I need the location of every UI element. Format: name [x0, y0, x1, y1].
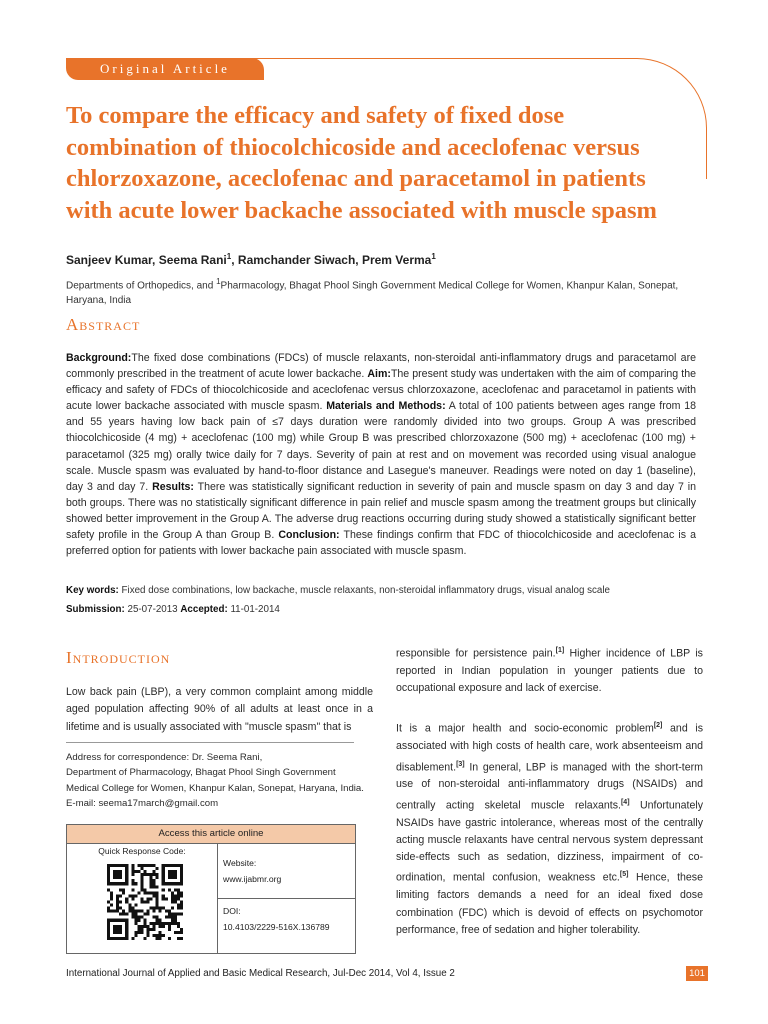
correspondence-line-2: Department of Pharmacology, Bhagat Phool Singh Government	[66, 767, 336, 779]
affiliation-mark: 1	[216, 277, 221, 286]
article-type-tag: Original Article	[66, 58, 264, 80]
intro-left-column	[66, 684, 373, 736]
background-label: Background:	[66, 352, 132, 364]
intro-p3-text-a: It is a major health and socio-economic problem	[396, 722, 654, 735]
accepted-label: Accepted:	[180, 604, 228, 615]
submission-date: 25-07-2013	[124, 604, 181, 615]
intro-p3-text-b: and is associated with high costs of health care, work absenteeism and disablement.	[396, 722, 703, 774]
journal-footer: International Journal of Applied and Basic Medical Research, Jul-Dec 2014, Vol 4, Issue 2	[66, 968, 455, 979]
qr-cell	[67, 844, 218, 953]
author-2: Seema Rani	[158, 253, 227, 267]
reference-1[interactable]: [1]	[555, 647, 565, 654]
methods-label: Materials and Methods:	[326, 400, 446, 413]
page-number: 101	[686, 966, 708, 981]
background-text: The fixed dose combinations (FDCs) of muscle relaxants, non-steroidal anti-inflammatory drugs and paracetamol are commonly prescribed in the treatment of acute lower backache.	[66, 352, 696, 381]
accepted-date: 11-01-2014	[227, 604, 280, 615]
abstract-heading: Abstract	[66, 315, 141, 334]
affiliation	[66, 274, 706, 308]
reference-3[interactable]: [3]	[456, 760, 465, 768]
intro-paragraph-1: Low back pain (LBP), a very common complaint among middle aged population affecting 90% of all adults at least once in a lifetime and is usually associated with "muscle spasm" that is	[66, 686, 373, 733]
aim-text: The present study was undertaken with the aim of comparing the efficacy and safety of FDCs of thiocolchicoside and aceclofenac versus chlorzoxazone, aceclofenac and paracetamol in patients with acute lower backache associated with muscle spasm.	[66, 368, 696, 413]
correspondence-address	[66, 750, 366, 811]
conclusion-label: Conclusion:	[278, 529, 340, 542]
access-online-box	[66, 824, 356, 954]
intro-p2-text-a: responsible for persistence pain.	[396, 647, 556, 660]
author-1: Sanjeev Kumar,	[66, 253, 156, 267]
correspondence-line-3: Medical College for Women, Khanpur Kalan, Sonepat, Haryana, India.	[66, 782, 364, 794]
intro-p2-text-b: Higher incidence of LBP is reported in Indian population in younger patients due to occupational exposure and lack of exercise.	[396, 647, 703, 695]
intro-p3-text-e: Hence, these limiting factors demands a need for an ideal fixed dose combination (FDC) which is devoid of effects on psychomotor performance, free of sedation and higher tolerability.	[396, 871, 703, 936]
affiliation-part1: Departments of Orthopedics, and	[66, 280, 217, 292]
intro-p3-text-c: In general, LBP is managed with the short-term use of non-steroidal anti-inflammatory drugs (NSAIDs) and centrally acting skeletal muscle relaxants.	[396, 761, 703, 812]
article-title: To compare the efficacy and safety of fixed dose combination of thiocolchicoside and aceclofenac versus chlorzoxazone, aceclofenac and paracetamol in patients with acute lower backache associated with muscle spasm	[66, 102, 657, 224]
submission-label: Submission:	[66, 604, 125, 615]
results-text: There was statistically significant reduction in severity of pain and muscle spasm on day 3 and day 7 in both groups. There was no statistically significant difference in pain relief and muscle spasm among the treatment groups but clinically showed better improvement in the Group A. The adverse drug reactions occurring during study showed a statistically significant better safety profile in the Group A than Group B.	[66, 480, 696, 542]
abstract-body	[66, 350, 696, 559]
aim-label: Aim:	[367, 368, 391, 381]
reference-2[interactable]: [2]	[653, 722, 663, 730]
link-cell-divider	[218, 898, 355, 899]
author-3-4: , Ramchander Siwach, Prem Verma	[231, 253, 432, 267]
intro-paragraph-2	[396, 642, 703, 697]
intro-p3-text-d: Unfortunately NSAIDs have gastric intolerance, whereas most of the centrally acting muscle relaxants have central nervous system depressant side-effects such as sedation, dizziness, impairment of co-ordination, mental confusion, weakness etc.	[396, 799, 703, 884]
submission-dates	[66, 604, 280, 615]
author-4-affil-mark: 1	[431, 252, 436, 261]
keywords	[66, 585, 706, 596]
website-link[interactable]: www.ijabmr.org	[223, 874, 282, 884]
doi-label: DOI:	[223, 906, 241, 916]
correspondence-line-1: Address for correspondence: Dr. Seema Rani,	[66, 752, 263, 763]
affiliation-part2: Pharmacology, Bhagat Phool Singh Government Medical College for Women, Khanpur Kalan, Sonepat, Haryana, India	[66, 280, 679, 307]
introduction-heading: Introduction	[66, 648, 171, 667]
link-cell	[218, 844, 355, 953]
keywords-text: Fixed dose combinations, low backache, muscle relaxants, non-steroidal inflammatory drugs, visual analog scale	[118, 585, 610, 596]
intro-paragraph-3	[396, 717, 703, 939]
reference-5[interactable]: [5]	[619, 871, 629, 879]
website-label: Website:	[223, 858, 257, 868]
results-label: Results:	[152, 480, 194, 493]
intro-right-column	[396, 642, 703, 939]
qr-label: Quick Response Code:	[98, 846, 186, 856]
qr-code-icon[interactable]	[107, 864, 183, 940]
reference-4[interactable]: [4]	[620, 798, 630, 806]
correspondence-divider	[66, 742, 354, 743]
author-list	[66, 252, 436, 267]
conclusion-text: These findings confirm that FDC of thiocolchicoside and aceclofenac is a preferred option for patients with lower backache pain associated with muscle spasm.	[66, 529, 696, 558]
methods-text: A total of 100 patients between ages range from 18 and 55 years having low back pain of ≤7 days duration were randomly divided into two groups. Group A was prescribed thiocolchicoside (4 mg) + aceclofenac (100 mg) while Group B was prescribed chlorzoxazone (500 mg) + aceclofenac (100 mg) + paracetamol (325 mg) orally twice daily for 7 days. Severity of pain at rest and on movement was recorded using visual analogue scale. Muscle spasm was evaluated by hand-to-floor distance and Lasegue's maneuver. Readings were noted on day 1 (baseline), day 3 and day 7.	[66, 400, 696, 493]
access-box-heading: Access this article online	[67, 825, 355, 844]
correspondence-email: E-mail: seema17march@gmail.com	[66, 797, 219, 809]
author-2-affil-mark: 1	[226, 252, 232, 261]
doi-link[interactable]: 10.4103/2229-516X.136789	[223, 922, 330, 932]
keywords-label: Key words:	[66, 585, 119, 596]
